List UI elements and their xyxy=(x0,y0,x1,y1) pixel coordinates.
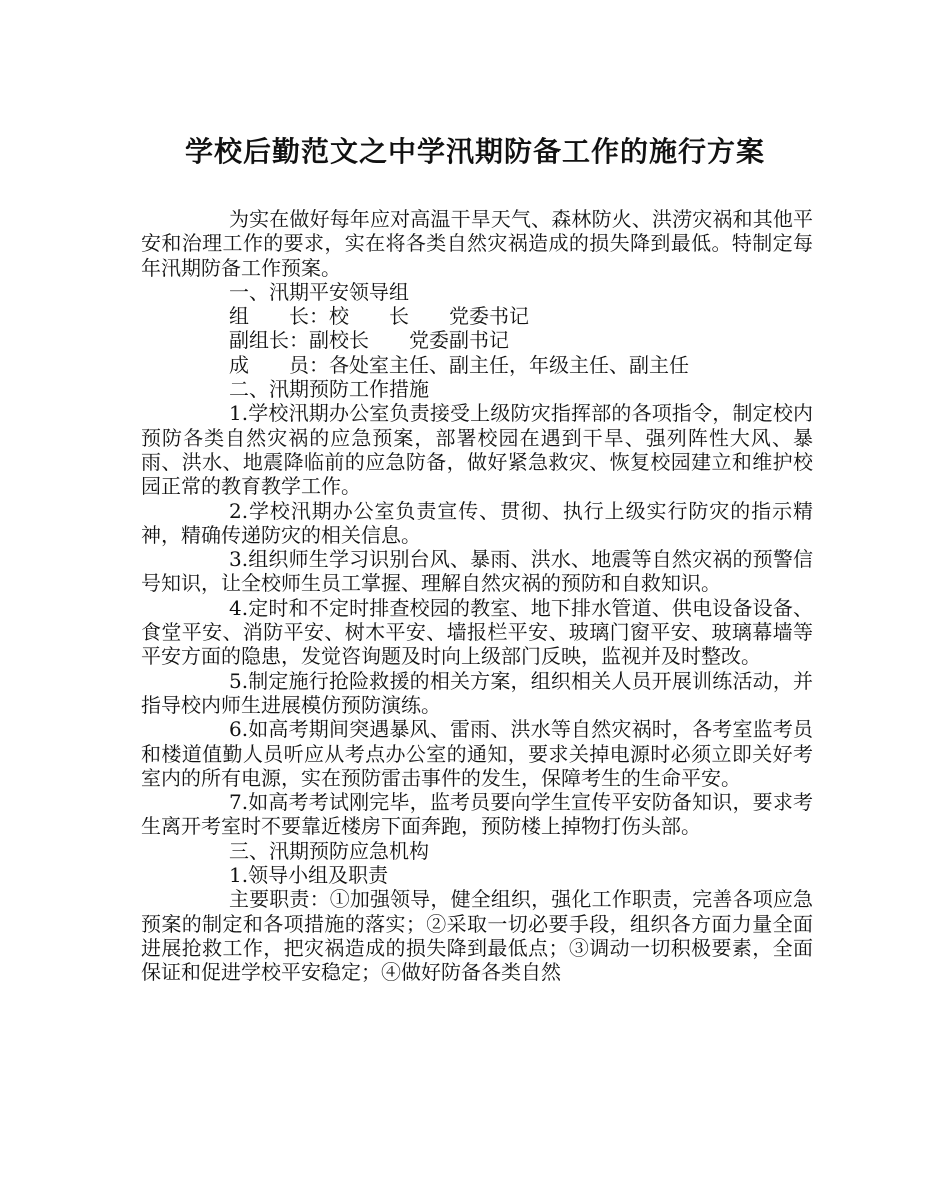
section-heading-1: 一、汛期平安领导组 xyxy=(229,279,409,304)
team-members-line: 成 员：各处室主任、副主任，年级主任、副主任 xyxy=(229,352,689,377)
measure-item-6: 6.如高考期间突遇暴风、雷雨、洪水等自然灾祸时，各考室监考员和楼道值勤人员听应从考点办公室的通知，要求关掉电源时必须立即关好考室内的所有电源，实在预防雷击事件的发生，保障考生的生命平安。 xyxy=(141,717,813,790)
measure-item-7: 7.如高考考试刚完毕，监考员要向学生宣传平安防备知识，要求考生离开考室时不要靠近楼房下面奔跑，预防楼上掉物打伤头部。 xyxy=(141,790,813,839)
measure-item-2: 2.学校汛期办公室负责宣传、贯彻、执行上级实行防灾的指示精神，精确传递防灾的相关信息。 xyxy=(141,498,813,547)
section-heading-2: 二、汛期预防工作措施 xyxy=(229,377,429,402)
document-title: 学校后勤范文之中学汛期防备工作的施行方案 xyxy=(184,135,765,168)
measure-item-5: 5.制定施行抢险救援的相关方案，组织相关人员开展训练活动，并指导校内师生进展模仿预防演练。 xyxy=(141,668,813,717)
section-heading-3: 三、汛期预防应急机构 xyxy=(229,838,429,863)
main-duties-paragraph: 主要职责：①加强领导，健全组织，强化工作职责，完善各项应急预案的制定和各项措施的落实；②采取一切必要手段，组织各方面力量全面进展抢救工作，把灾祸造成的损失降到最低点；③调动一切积极要素，全面保证和促进学校平安稳定；④做好防备各类自然 xyxy=(141,887,813,985)
document-body xyxy=(141,207,813,985)
subsection-heading-1: 1.领导小组及职责 xyxy=(229,863,389,888)
paragraph-intro: 为实在做好每年应对高温干旱天气、森林防火、洪涝灾祸和其他平安和治理工作的要求，实在将各类自然灾祸造成的损失降到最低。特制定每年汛期防备工作预案。 xyxy=(141,207,813,280)
measure-item-4: 4.定时和不定时排查校园的教室、地下排水管道、供电设备设备、食堂平安、消防平安、树木平安、墙报栏平安、玻璃门窗平安、玻璃幕墙等平安方面的隐患，发觉咨询题及时向上级部门反映，监视并及时整改。 xyxy=(141,595,813,669)
measure-item-3: 3.组织师生学习识别台风、暴雨、洪水、地震等自然灾祸的预警信号知识，让全校师生员工掌握、理解自然灾祸的预防和自救知识。 xyxy=(141,547,813,596)
measure-item-1: 1.学校汛期办公室负责接受上级防灾指挥部的各项指令，制定校内预防各类自然灾祸的应急预案，部署校园在遇到干旱、强列阵性大风、暴雨、洪水、地震降临前的应急防备，做好紧急救灾、恢复校园建立和维护校园正常的教育教学工作。 xyxy=(141,401,813,499)
team-leader-line: 组 长：校 长 党委书记 xyxy=(229,304,529,329)
team-deputy-line: 副组长：副校长 党委副书记 xyxy=(229,328,509,353)
